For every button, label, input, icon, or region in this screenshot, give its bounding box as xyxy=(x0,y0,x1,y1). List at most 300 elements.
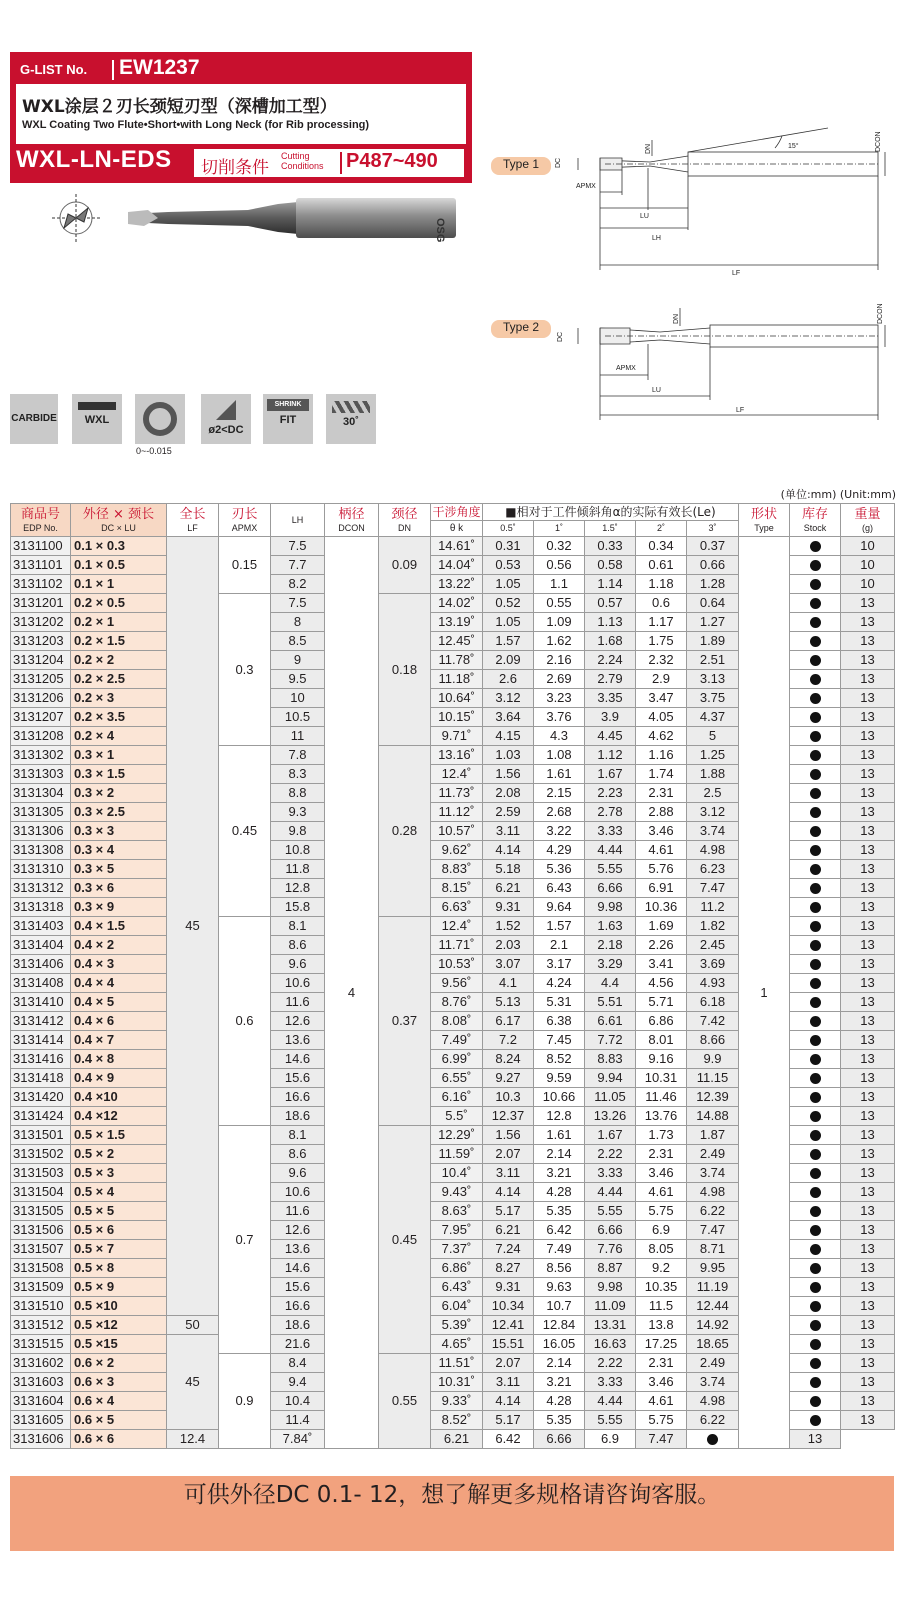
le-cell: 5.35 xyxy=(534,1202,585,1221)
size-cell: 0.5 × 9 xyxy=(71,1278,167,1297)
col-lf: 全长 LF xyxy=(167,504,219,537)
weight-cell: 13 xyxy=(841,1373,895,1392)
weight-cell: 13 xyxy=(841,727,895,746)
conditions-pages[interactable]: P487~490 xyxy=(346,150,438,172)
size-cell: 0.2 × 3.5 xyxy=(71,708,167,727)
le-cell: 2.22 xyxy=(585,1354,636,1373)
le-cell: 4.14 xyxy=(483,1183,534,1202)
edp-cell: 3131306 xyxy=(11,822,71,841)
in-stock-dot-icon xyxy=(810,1016,821,1027)
edp-cell: 3131303 xyxy=(11,765,71,784)
svg-text:DN: DN xyxy=(645,143,652,154)
lh-cell: 8 xyxy=(271,613,325,632)
le-cell: 1.05 xyxy=(483,613,534,632)
size-cell: 0.3 × 6 xyxy=(71,879,167,898)
apmx-cell: 0.6 xyxy=(219,917,271,1126)
weight-cell: 13 xyxy=(841,841,895,860)
size-cell: 0.5 × 8 xyxy=(71,1259,167,1278)
stock-cell xyxy=(790,1069,841,1088)
angle-cell: 6.99˚ xyxy=(431,1050,483,1069)
le-cell: 4.4 xyxy=(585,974,636,993)
le-cell: 1.17 xyxy=(636,613,687,632)
weight-cell: 13 xyxy=(841,1031,895,1050)
lh-cell: 8.4 xyxy=(271,1354,325,1373)
weight-cell: 13 xyxy=(841,632,895,651)
angle-cell: 11.71˚ xyxy=(431,936,483,955)
le-cell: 2.24 xyxy=(585,651,636,670)
weight-cell: 13 xyxy=(841,746,895,765)
le-cell: 4.05 xyxy=(636,708,687,727)
angle-cell: 10.57˚ xyxy=(431,822,483,841)
lh-cell: 9.6 xyxy=(271,1164,325,1183)
angle-cell: 12.45˚ xyxy=(431,632,483,651)
size-cell: 0.1 × 0.3 xyxy=(71,537,167,556)
le-cell: 9.95 xyxy=(687,1259,739,1278)
angle-cell: 9.43˚ xyxy=(431,1183,483,1202)
lh-cell: 11 xyxy=(271,727,325,746)
size-cell: 0.6 × 2 xyxy=(71,1354,167,1373)
lh-cell: 10 xyxy=(271,689,325,708)
dimension-diagrams xyxy=(555,120,900,420)
weight-cell: 13 xyxy=(841,1316,895,1335)
in-stock-dot-icon xyxy=(810,712,821,723)
le-cell: 1.82 xyxy=(687,917,739,936)
stock-cell xyxy=(790,1202,841,1221)
stock-cell xyxy=(790,936,841,955)
in-stock-dot-icon xyxy=(810,788,821,799)
le-cell: 3.41 xyxy=(636,955,687,974)
le-cell: 7.47 xyxy=(687,1221,739,1240)
le-cell: 1.57 xyxy=(483,632,534,651)
size-cell: 0.1 × 1 xyxy=(71,575,167,594)
lh-cell: 7.8 xyxy=(271,746,325,765)
le-cell: 2.5 xyxy=(687,784,739,803)
stock-cell xyxy=(790,1031,841,1050)
le-cell: 3.76 xyxy=(534,708,585,727)
diameter-icon xyxy=(216,400,236,420)
le-cell: 5.55 xyxy=(585,860,636,879)
le-cell: 9.16 xyxy=(636,1050,687,1069)
edp-cell: 3131310 xyxy=(11,860,71,879)
footer-banner: 可供外径DC 0.1- 12，想了解更多规格请咨询客服。 xyxy=(10,1476,894,1551)
weight-cell: 13 xyxy=(841,1183,895,1202)
edp-cell: 3131508 xyxy=(11,1259,71,1278)
le-cell: 9.31 xyxy=(483,1278,534,1297)
header-divider xyxy=(112,60,114,80)
stock-cell xyxy=(790,1050,841,1069)
in-stock-dot-icon xyxy=(810,807,821,818)
in-stock-dot-icon xyxy=(810,1206,821,1217)
stock-cell xyxy=(790,1297,841,1316)
le-cell: 11.05 xyxy=(585,1088,636,1107)
le-cell: 11.09 xyxy=(585,1297,636,1316)
lh-cell: 11.8 xyxy=(271,860,325,879)
le-cell: 3.46 xyxy=(636,822,687,841)
lh-cell: 7.7 xyxy=(271,556,325,575)
type-cell: 1 xyxy=(739,537,790,1449)
edp-cell: 3131205 xyxy=(11,670,71,689)
le-cell: 2.31 xyxy=(636,1354,687,1373)
le-cell: 1.57 xyxy=(534,917,585,936)
le-cell: 0.32 xyxy=(534,537,585,556)
weight-cell: 13 xyxy=(841,1107,895,1126)
le-cell: 16.63 xyxy=(585,1335,636,1354)
le-cell: 7.42 xyxy=(687,1012,739,1031)
in-stock-dot-icon xyxy=(810,1244,821,1255)
col-weight: 重量 (g) xyxy=(841,504,895,537)
le-cell: 9.64 xyxy=(534,898,585,917)
le-cell: 2.18 xyxy=(585,936,636,955)
le-cell: 1.08 xyxy=(534,746,585,765)
angle-cell: 6.16˚ xyxy=(431,1088,483,1107)
size-cell: 0.5 × 6 xyxy=(71,1221,167,1240)
title-english: WXL Coating Two Flute•Short•with Long Neck (for Rib processing) xyxy=(22,119,370,131)
weight-cell: 13 xyxy=(841,651,895,670)
size-cell: 0.5 × 4 xyxy=(71,1183,167,1202)
weight-cell: 13 xyxy=(841,594,895,613)
le-cell: 8.66 xyxy=(687,1031,739,1050)
le-cell: 5 xyxy=(687,727,739,746)
le-cell: 5.13 xyxy=(483,993,534,1012)
le-cell: 4.28 xyxy=(534,1392,585,1411)
stock-cell xyxy=(790,689,841,708)
size-cell: 0.5 ×15 xyxy=(71,1335,167,1354)
in-stock-dot-icon xyxy=(810,1415,821,1426)
edp-cell: 3131420 xyxy=(11,1088,71,1107)
stock-cell xyxy=(790,1278,841,1297)
size-cell: 0.1 × 0.5 xyxy=(71,556,167,575)
angle-cell: 9.33˚ xyxy=(431,1392,483,1411)
weight-cell: 13 xyxy=(841,1392,895,1411)
lh-cell: 9.8 xyxy=(271,822,325,841)
stock-cell xyxy=(790,917,841,936)
lh-cell: 9.3 xyxy=(271,803,325,822)
le-cell: 3.12 xyxy=(687,803,739,822)
le-cell: 0.56 xyxy=(534,556,585,575)
angle-cell: 10.64˚ xyxy=(431,689,483,708)
le-cell: 2.07 xyxy=(483,1145,534,1164)
lh-cell: 18.6 xyxy=(271,1316,325,1335)
le-cell: 1.03 xyxy=(483,746,534,765)
dn-cell: 0.37 xyxy=(379,917,431,1126)
edp-cell: 3131418 xyxy=(11,1069,71,1088)
weight-cell: 10 xyxy=(841,537,895,556)
dn-cell: 0.09 xyxy=(379,537,431,594)
le-cell: 2.23 xyxy=(585,784,636,803)
le-cell: 2.79 xyxy=(585,670,636,689)
edp-cell: 3131509 xyxy=(11,1278,71,1297)
le-cell: 1.62 xyxy=(534,632,585,651)
le-cell: 8.87 xyxy=(585,1259,636,1278)
spec-table xyxy=(10,503,895,1449)
stock-cell xyxy=(790,841,841,860)
type2-label: Type 2 xyxy=(491,320,551,338)
edp-cell: 3131403 xyxy=(11,917,71,936)
le-cell: 2.26 xyxy=(636,936,687,955)
angle-cell: 9.71˚ xyxy=(431,727,483,746)
le-cell: 2.31 xyxy=(636,1145,687,1164)
edp-cell: 3131100 xyxy=(11,537,71,556)
le-cell: 9.9 xyxy=(687,1050,739,1069)
svg-text:DC: DC xyxy=(555,157,562,168)
svg-text:LU: LU xyxy=(640,213,649,220)
le-cell: 7.47 xyxy=(687,879,739,898)
angle-cell: 5.39˚ xyxy=(431,1316,483,1335)
le-cell: 4.29 xyxy=(534,841,585,860)
weight-cell: 13 xyxy=(841,1126,895,1145)
weight-cell: 10 xyxy=(841,556,895,575)
weight-cell: 13 xyxy=(841,1221,895,1240)
shank xyxy=(296,198,456,238)
coating-bar-icon xyxy=(78,402,116,410)
lh-cell: 8.6 xyxy=(271,1145,325,1164)
size-cell: 0.2 × 4 xyxy=(71,727,167,746)
in-stock-dot-icon xyxy=(810,997,821,1008)
in-stock-dot-icon xyxy=(810,1282,821,1293)
le-cell: 12.41 xyxy=(483,1316,534,1335)
angle-cell: 12.4˚ xyxy=(431,765,483,784)
le-cell: 9.27 xyxy=(483,1069,534,1088)
le-cell: 7.24 xyxy=(483,1240,534,1259)
size-cell: 0.3 × 2.5 xyxy=(71,803,167,822)
angle-cell: 7.37˚ xyxy=(431,1240,483,1259)
in-stock-dot-icon xyxy=(810,845,821,856)
lh-cell: 18.6 xyxy=(271,1107,325,1126)
angle-cell: 14.61˚ xyxy=(431,537,483,556)
in-stock-dot-icon xyxy=(810,1225,821,1236)
svg-text:LH: LH xyxy=(652,235,661,242)
le-cell: 2.49 xyxy=(687,1145,739,1164)
in-stock-dot-icon xyxy=(810,921,821,932)
size-cell: 0.4 × 2 xyxy=(71,936,167,955)
edp-cell: 3131308 xyxy=(11,841,71,860)
angle-cell: 8.63˚ xyxy=(431,1202,483,1221)
size-cell: 0.3 × 9 xyxy=(71,898,167,917)
le-cell: 2.31 xyxy=(636,784,687,803)
edp-cell: 3131101 xyxy=(11,556,71,575)
in-stock-dot-icon xyxy=(810,1168,821,1179)
angle-cell: 11.18˚ xyxy=(431,670,483,689)
angle-cell: 4.65˚ xyxy=(431,1335,483,1354)
le-cell: 3.23 xyxy=(534,689,585,708)
weight-cell: 13 xyxy=(841,993,895,1012)
le-cell: 0.61 xyxy=(636,556,687,575)
shrink-fit-badge: SHRINK FIT xyxy=(263,394,313,444)
stock-cell xyxy=(790,974,841,993)
lh-cell: 13.6 xyxy=(271,1240,325,1259)
le-cell: 9.98 xyxy=(585,1278,636,1297)
edp-cell: 3131304 xyxy=(11,784,71,803)
le-cell: 3.11 xyxy=(483,1373,534,1392)
weight-cell: 13 xyxy=(841,1411,895,1430)
size-cell: 0.6 × 3 xyxy=(71,1373,167,1392)
stock-cell xyxy=(790,1354,841,1373)
size-cell: 0.4 × 9 xyxy=(71,1069,167,1088)
edp-cell: 3131206 xyxy=(11,689,71,708)
stock-cell xyxy=(790,1164,841,1183)
cutting-conditions-en: Cutting Conditions xyxy=(281,151,324,171)
stock-cell xyxy=(790,955,841,974)
le-cell: 12.39 xyxy=(687,1088,739,1107)
le-cell: 3.33 xyxy=(585,1373,636,1392)
weight-cell: 13 xyxy=(841,1164,895,1183)
le-cell: 3.12 xyxy=(483,689,534,708)
le-cell: 1.63 xyxy=(585,917,636,936)
edp-cell: 3131503 xyxy=(11,1164,71,1183)
le-cell: 4.37 xyxy=(687,708,739,727)
le-cell: 6.9 xyxy=(585,1430,636,1449)
le-cell: 9.94 xyxy=(585,1069,636,1088)
col-lh: LH xyxy=(271,504,325,537)
svg-text:DCON: DCON xyxy=(877,303,884,324)
angle-cell: 7.49˚ xyxy=(431,1031,483,1050)
angle-cell: 12.4˚ xyxy=(431,917,483,936)
le-cell: 6.38 xyxy=(534,1012,585,1031)
dn-cell: 0.28 xyxy=(379,746,431,917)
stock-cell xyxy=(790,651,841,670)
in-stock-dot-icon xyxy=(810,1111,821,1122)
weight-cell: 13 xyxy=(841,708,895,727)
lh-cell: 7.5 xyxy=(271,594,325,613)
weight-cell: 13 xyxy=(841,765,895,784)
weight-cell: 13 xyxy=(841,1202,895,1221)
lh-cell: 12.6 xyxy=(271,1012,325,1031)
weight-cell: 13 xyxy=(841,1088,895,1107)
title-chinese: WXL涂层２刃长颈短刃型（深槽加工型） xyxy=(22,97,337,117)
le-cell: 11.15 xyxy=(687,1069,739,1088)
le-cell: 12.8 xyxy=(534,1107,585,1126)
edp-cell: 3131318 xyxy=(11,898,71,917)
carbide-badge: CARBIDE xyxy=(10,394,58,444)
le-cell: 8.01 xyxy=(636,1031,687,1050)
svg-text:APMX: APMX xyxy=(576,183,596,190)
weight-cell: 13 xyxy=(841,936,895,955)
le-cell: 6.66 xyxy=(585,879,636,898)
apmx-cell: 0.9 xyxy=(219,1354,271,1449)
le-cell: 3.46 xyxy=(636,1164,687,1183)
le-cell: 0.55 xyxy=(534,594,585,613)
size-cell: 0.3 × 1.5 xyxy=(71,765,167,784)
col-dn: 颈径 DN xyxy=(379,504,431,537)
le-cell: 7.2 xyxy=(483,1031,534,1050)
size-cell: 0.2 × 1.5 xyxy=(71,632,167,651)
le-cell: 1.14 xyxy=(585,575,636,594)
weight-cell: 13 xyxy=(841,1240,895,1259)
le-cell: 0.64 xyxy=(687,594,739,613)
in-stock-dot-icon xyxy=(810,1320,821,1331)
le-cell: 4.98 xyxy=(687,1392,739,1411)
lh-cell: 8.8 xyxy=(271,784,325,803)
col-type: 形状 Type xyxy=(739,504,790,537)
weight-cell: 13 xyxy=(841,1050,895,1069)
edp-cell: 3131602 xyxy=(11,1354,71,1373)
le-cell: 6.9 xyxy=(636,1221,687,1240)
le-cell: 6.61 xyxy=(585,1012,636,1031)
le-cell: 5.31 xyxy=(534,993,585,1012)
angle-cell: 10.15˚ xyxy=(431,708,483,727)
edp-cell: 3131510 xyxy=(11,1297,71,1316)
lf-cell: 45 xyxy=(167,1335,219,1430)
le-cell: 0.57 xyxy=(585,594,636,613)
edp-cell: 3131208 xyxy=(11,727,71,746)
le-cell: 3.47 xyxy=(636,689,687,708)
edp-cell: 3131505 xyxy=(11,1202,71,1221)
lh-cell: 11.4 xyxy=(271,1411,325,1430)
le-cell: 5.76 xyxy=(636,860,687,879)
col-a3: 3˚ xyxy=(687,521,739,537)
tolerance-badge xyxy=(135,394,185,444)
in-stock-dot-icon xyxy=(810,1339,821,1350)
tool-illustration xyxy=(48,188,488,258)
le-cell: 7.49 xyxy=(534,1240,585,1259)
lh-cell: 15.6 xyxy=(271,1069,325,1088)
size-cell: 0.5 ×10 xyxy=(71,1297,167,1316)
lh-cell: 21.6 xyxy=(271,1335,325,1354)
in-stock-dot-icon xyxy=(810,864,821,875)
le-cell: 9.31 xyxy=(483,898,534,917)
size-cell: 0.4 × 3 xyxy=(71,955,167,974)
edp-cell: 3131416 xyxy=(11,1050,71,1069)
weight-cell: 13 xyxy=(841,1145,895,1164)
edp-cell: 3131512 xyxy=(11,1316,71,1335)
dn-cell: 0.55 xyxy=(379,1354,431,1449)
le-cell: 10.3 xyxy=(483,1088,534,1107)
le-cell: 4.14 xyxy=(483,841,534,860)
size-cell: 0.3 × 1 xyxy=(71,746,167,765)
angle-cell: 14.02˚ xyxy=(431,594,483,613)
le-cell: 6.21 xyxy=(483,879,534,898)
angle-cell: 11.51˚ xyxy=(431,1354,483,1373)
le-cell: 2.09 xyxy=(483,651,534,670)
le-cell: 17.25 xyxy=(636,1335,687,1354)
lf-cell: 45 xyxy=(167,537,219,1316)
apmx-cell: 0.45 xyxy=(219,746,271,917)
angle-cell: 14.04˚ xyxy=(431,556,483,575)
angle-cell: 9.56˚ xyxy=(431,974,483,993)
angle-cell: 8.08˚ xyxy=(431,1012,483,1031)
size-cell: 0.2 × 3 xyxy=(71,689,167,708)
le-cell: 6.21 xyxy=(431,1430,483,1449)
in-stock-dot-icon xyxy=(810,1358,821,1369)
le-cell: 4.98 xyxy=(687,1183,739,1202)
stock-cell xyxy=(790,879,841,898)
unit-label: (单位:mm) (Unit:mm) xyxy=(780,488,896,501)
le-cell: 4.24 xyxy=(534,974,585,993)
size-cell: 0.4 × 6 xyxy=(71,1012,167,1031)
angle-cell: 10.31˚ xyxy=(431,1373,483,1392)
stock-cell xyxy=(790,1411,841,1430)
stock-cell xyxy=(790,613,841,632)
stock-cell xyxy=(790,1107,841,1126)
weight-cell: 13 xyxy=(841,860,895,879)
le-cell: 11.5 xyxy=(636,1297,687,1316)
col-dcon: 柄径 DCON xyxy=(325,504,379,537)
in-stock-dot-icon xyxy=(810,655,821,666)
lh-cell: 12.4 xyxy=(167,1430,219,1449)
le-cell: 2.08 xyxy=(483,784,534,803)
svg-text:15°: 15° xyxy=(788,143,799,150)
stock-cell xyxy=(790,1316,841,1335)
le-cell: 4.15 xyxy=(483,727,534,746)
size-cell: 0.6 × 5 xyxy=(71,1411,167,1430)
helix-icon xyxy=(332,401,370,413)
le-cell: 6.43 xyxy=(534,879,585,898)
weight-cell: 13 xyxy=(841,1259,895,1278)
le-cell: 6.21 xyxy=(483,1221,534,1240)
conditions-divider xyxy=(340,152,342,174)
le-cell: 4.61 xyxy=(636,1392,687,1411)
weight-cell: 13 xyxy=(841,1354,895,1373)
